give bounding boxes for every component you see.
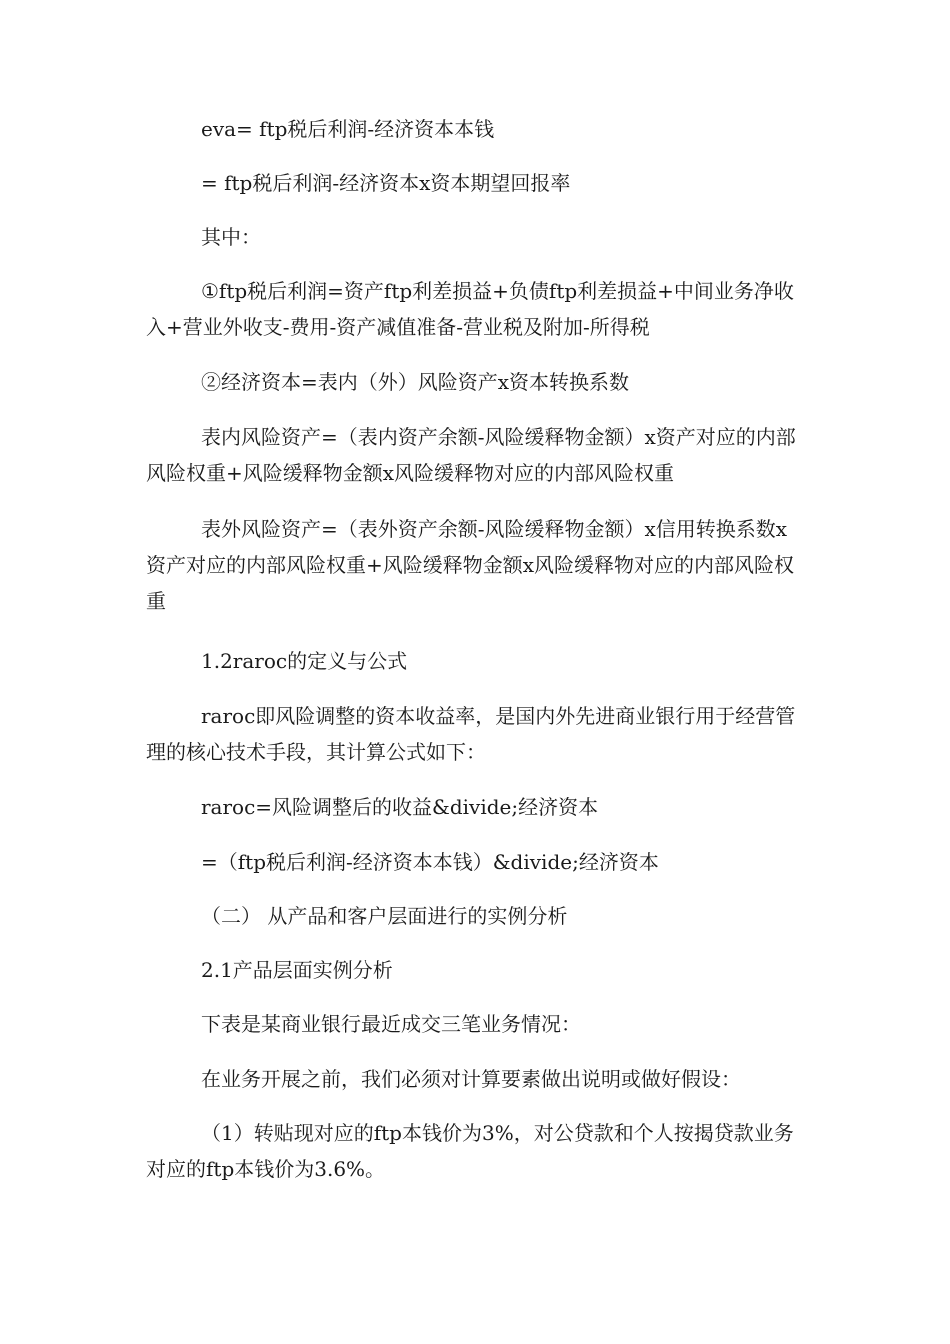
paragraph-raroc-intro: raroc即风险调整的资本收益率，是国内外先进商业银行用于经营管理的核心技术手段，其计算公式如下：: [146, 704, 796, 764]
paragraph-assumption-1: （1）转贴现对应的ftp本钱价为3%，对公贷款和个人按揭贷款业务对应的ftp本钱价为3.6%。: [146, 1121, 794, 1181]
definition-economic-capital: ②经济资本=表内（外）风险资产x资本转换系数: [201, 370, 630, 394]
paragraph-assumptions-intro: 在业务开展之前，我们必须对计算要素做出说明或做好假设：: [201, 1067, 741, 1091]
section-heading-product-level: 2.1产品层面实例分析: [201, 958, 393, 982]
definition-ftp-profit: ①ftp税后利润=资产ftp利差损益+负债ftp利差损益+中间业务净收入+营业外收支-费用-资产减值准备-营业税及附加-所得税: [146, 279, 794, 339]
formula-raroc-expanded: =（ftp税后利润-经济资本本钱）&divide;经济资本: [201, 850, 659, 874]
section-heading-case-analysis: （二） 从产品和客户层面进行的实例分析: [201, 904, 568, 928]
paragraph-table-intro: 下表是某商业银行最近成交三笔业务情况：: [201, 1012, 581, 1036]
formula-eva: eva= ftp税后利润-经济资本本钱: [201, 117, 495, 141]
formula-eva-expanded: = ftp税后利润-经济资本x资本期望回报率: [201, 171, 571, 195]
definition-off-balance-risk-assets: 表外风险资产=（表外资产余额-风险缓释物金额）x信用转换系数x资产对应的内部风险权重+风险缓释物金额x风险缓释物对应的内部风险权重: [146, 517, 795, 613]
section-heading-raroc: 1.2raroc的定义与公式: [201, 649, 408, 673]
formula-raroc: raroc=风险调整后的收益&divide;经济资本: [201, 795, 599, 819]
definition-on-balance-risk-assets: 表内风险资产=（表内资产余额-风险缓释物金额）x资产对应的内部风险权重+风险缓释物金额x风险缓释物对应的内部风险权重: [146, 425, 796, 485]
paragraph-where: 其中：: [201, 225, 261, 249]
